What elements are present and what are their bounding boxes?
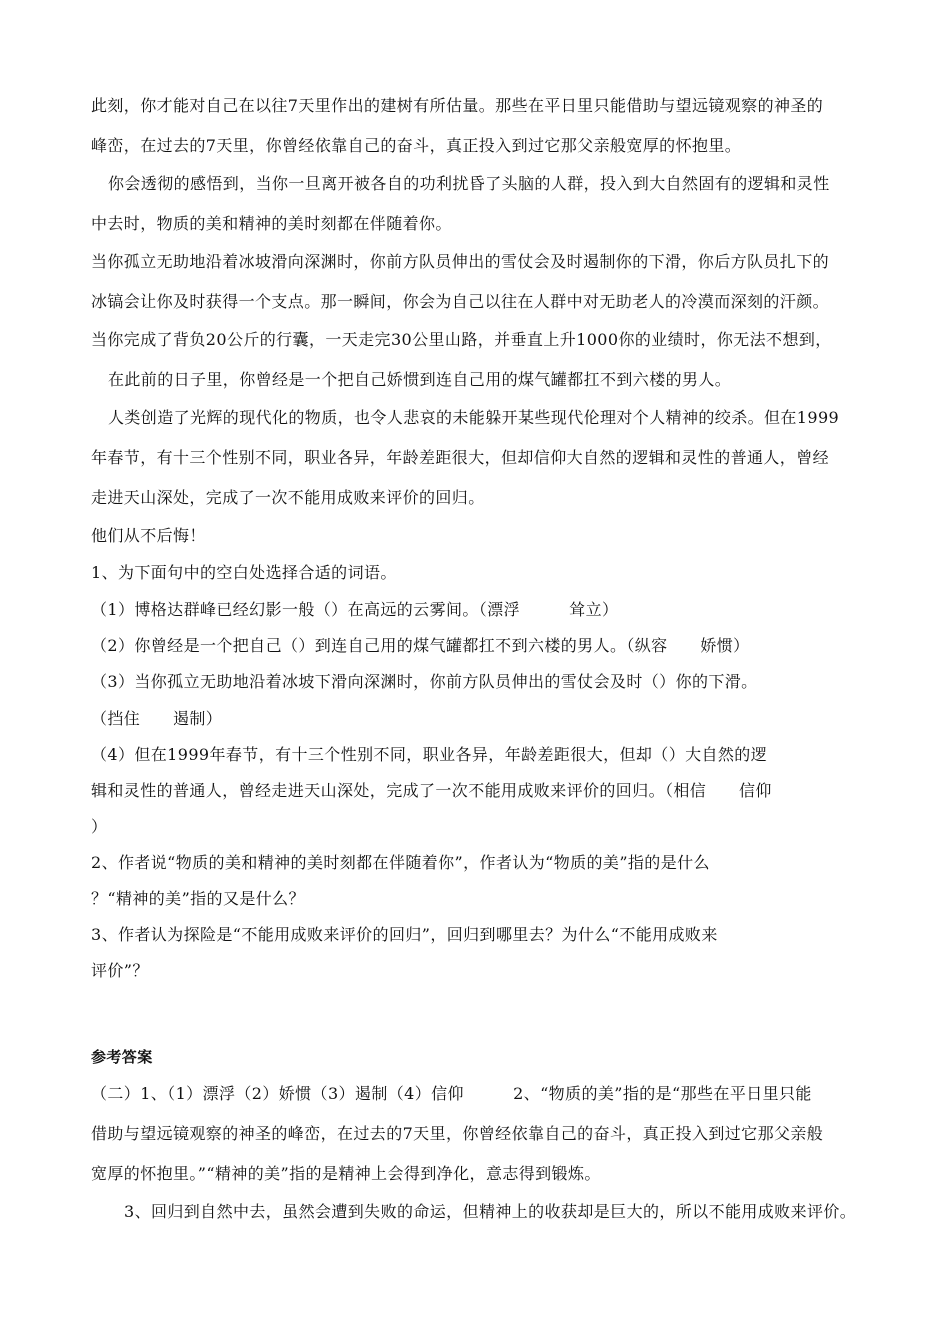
question-line: （4）但在1999年春节，有十三个性别不同，职业各异，年龄差距很大，但却（）大自然的逻 [91, 745, 768, 764]
answers-heading: 参考答案 [91, 1048, 153, 1066]
passage-line: 他们从不后悔！ [91, 526, 206, 545]
question-line: 辑和灵性的普通人，曾经走进天山深处，完成了一次不能用成败来评价的回归。（相信 信仰 [91, 781, 772, 800]
question-line: （2）你曾经是一个把自己（）到连自己用的煤气罐都扛不到六楼的男人。（纵容 娇惯） [91, 636, 750, 655]
passage-line: 此刻，你才能对自己在以往7天里作出的建树有所估量。那些在平日里只能借助与望远镜观察的神圣的 [91, 96, 824, 115]
question-line: （1）博格达群峰已经幻影一般（）在高远的云雾间。（漂浮 耸立） [91, 600, 619, 619]
question-line: 1、为下面句中的空白处选择合适的词语。 [91, 563, 397, 582]
answer-line: 借助与望远镜观察的神圣的峰峦，在过去的7天里，你曾经依靠自己的奋斗，真正投入到过它那父亲般 [91, 1124, 824, 1143]
passage-line: 冰镐会让你及时获得一个支点。那一瞬间，你会为自己以往在人群中对无助老人的冷漠而深刻的汗颜。 [91, 292, 830, 311]
question-line: ） [91, 817, 108, 836]
passage-line: 你会透彻的感悟到，当你一旦离开被各自的功利扰昏了头脑的人群，投入到大自然固有的逻辑和灵性 [108, 174, 830, 193]
question-line: （挡住 遏制） [91, 709, 223, 728]
passage-line: 当你孤立无助地沿着冰坡滑向深渊时，你前方队员伸出的雪仗会及时遏制你的下滑，你后方队员扎下的 [91, 252, 830, 271]
passage-line: 在此前的日子里，你曾经是一个把自己娇惯到连自己用的煤气罐都扛不到六楼的男人。 [108, 370, 732, 389]
question-line: 2、作者说“物质的美和精神的美时刻都在伴随着你”，作者认为“物质的美”指的是什么 [91, 853, 710, 872]
question-line: 3、作者认为探险是“不能用成败来评价的回归”，回归到哪里去？为什么“不能用成败来 [91, 925, 718, 944]
answer-line: 宽厚的怀抱里。”“精神的美”指的是精神上会得到净化，意志得到锻炼。 [91, 1164, 601, 1183]
question-line: （3）当你孤立无助地沿着冰坡下滑向深渊时，你前方队员伸出的雪仗会及时（）你的下滑。 [91, 672, 758, 691]
answer-line: 3、回归到自然中去，虽然会遭到失败的命运，但精神上的收获却是巨大的，所以不能用成败来评价。 [124, 1202, 857, 1221]
passage-line: 峰峦，在过去的7天里，你曾经依靠自己的奋斗，真正投入到过它那父亲般宽厚的怀抱里。 [91, 136, 742, 155]
passage-line: 人类创造了光辉的现代化的物质，也令人悲哀的未能躲开某些现代伦理对个人精神的绞杀。但在1999 [108, 408, 840, 427]
question-line: 评价”？ [91, 961, 149, 980]
passage-line: 当你完成了背负20公斤的行囊，一天走完30公里山路，并垂直上升1000你的业绩时，你无法不想到， [91, 330, 832, 349]
passage-line: 年春节，有十三个性别不同，职业各异，年龄差距很大，但却信仰大自然的逻辑和灵性的普通人，曾经 [91, 448, 830, 467]
passage-line: 中去时，物质的美和精神的美时刻都在伴随着你。 [91, 214, 452, 233]
passage-line: 走进天山深处，完成了一次不能用成败来评价的回归。 [91, 488, 485, 507]
question-line: ？“精神的美”指的又是什么？ [91, 889, 305, 908]
answer-line: （二）1、（1）漂浮（2）娇惯（3）遏制（4）信仰 2、“物质的美”指的是“那些在平日里只能 [91, 1084, 812, 1103]
